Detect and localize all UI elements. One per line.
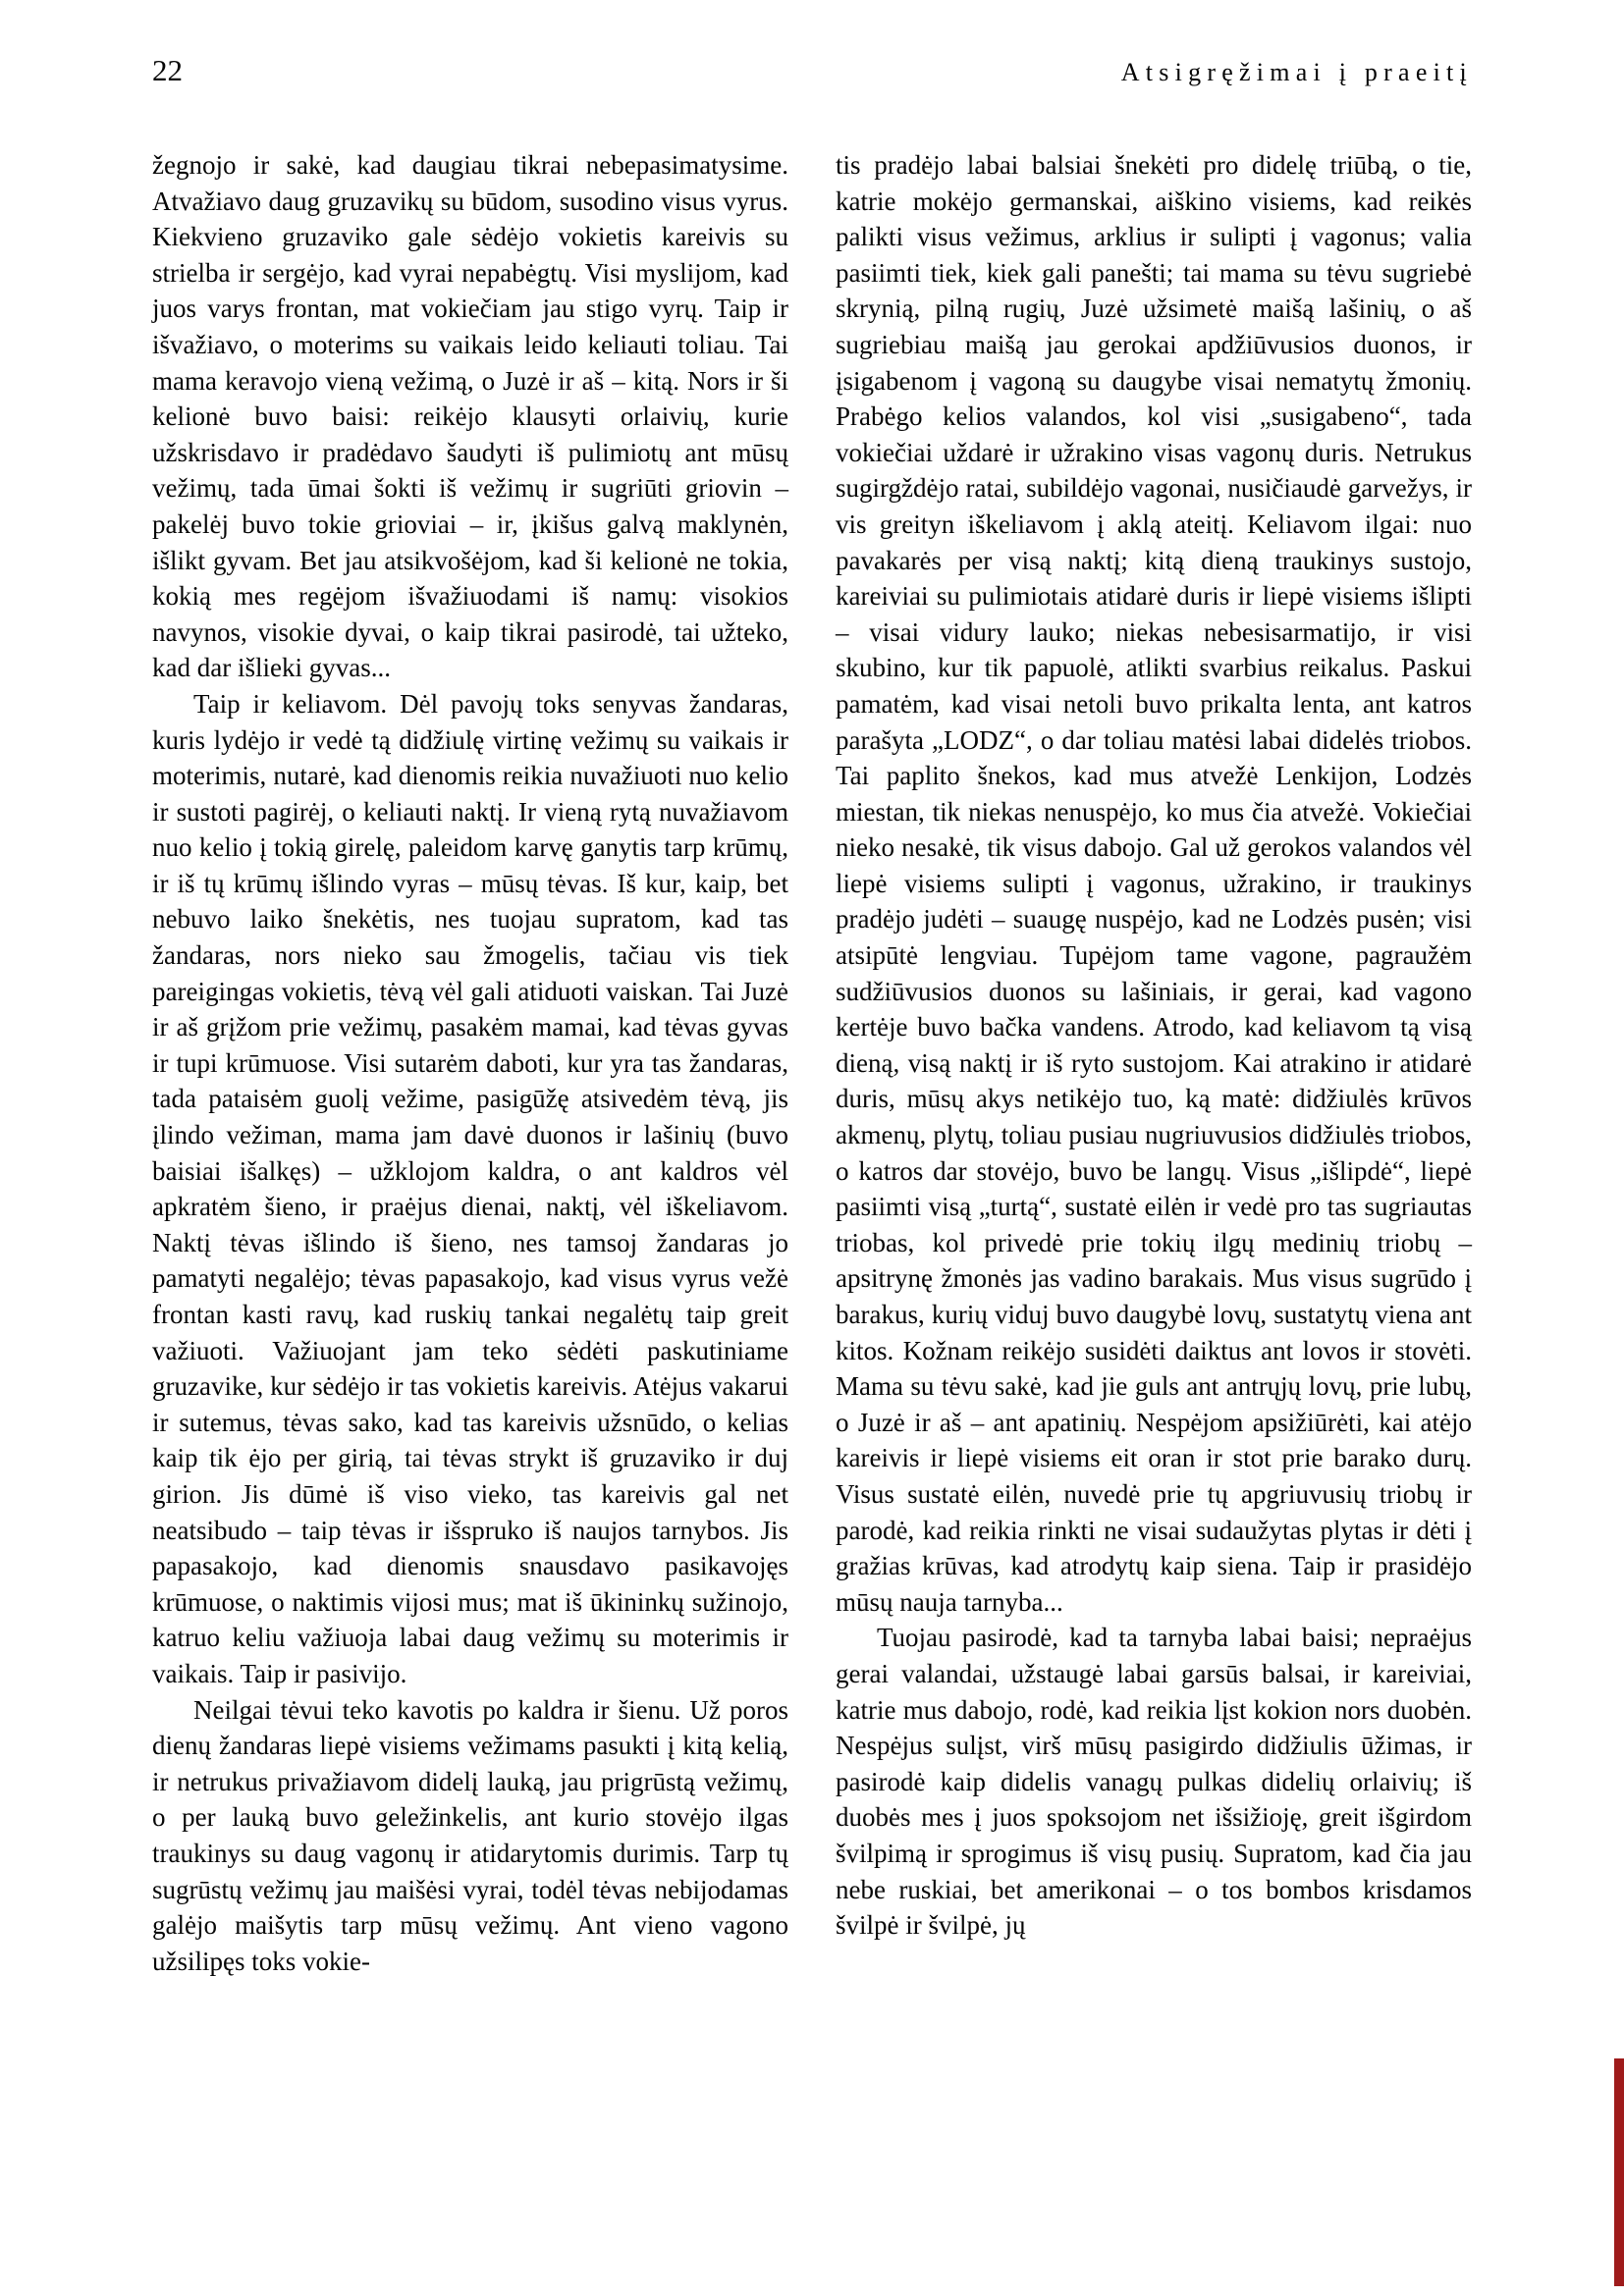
text-columns: [152, 147, 1473, 1979]
page-edge-marker: [1614, 2058, 1624, 2286]
paragraph: Taip ir keliavom. Dėl pavojų toks senyvas žandaras, kuris lydėjo ir vedė tą didžiulę virtinę vežimų su vaikais ir moterimis, nutarė, kad dienomis reikia nuvažiuoti nuo kelio ir sustoti pagirėj, o keliauti naktį. Ir vieną rytą nuvažiavom nuo kelio į tokią girelę, paleidom karvę ganytis tarp krūmų, ir iš tų krūmų išlindo vyras – mūsų tėvas. Iš kur, kaip, bet nebuvo laiko šnekėtis, nes tuojau supratom, kad tas žandaras, nors nieko sau žmogelis, tačiau vis tiek pareigingas vokietis, tėvą vėl gali atiduoti vaiskan. Tai Juzė ir aš grįžom prie vežimų, pasakėm mamai, kad tėvas gyvas ir tupi krūmuose. Visi sutarėm daboti, kur yra tas žandaras, tada pataisėm guolį vežime, pasigūžę atsivedėm tėvą, jis įlindo vežiman, mama jam davė duonos ir lašinių (buvo baisiai išalkęs) – užklojom kaldra, o ant kaldros vėl apkratėm šieno, ir praėjus dienai, naktį, vėl iškeliavom. Naktį tėvas išlindo iš šieno, nes tamsoj žandaras jo pamatyti negalėjo; tėvas papasakojo, kad visus vyrus vežė frontan kasti ravų, kad ruskių tankai negalėtų taip greit važiuoti. Važiuojant jam teko sėdėti paskutiniame gruzavike, kur sėdėjo ir tas vokietis kareivis. Atėjus vakarui ir sutemus, tėvas sako, kad tas kareivis užsnūdo, o kelias kaip tik ėjo per girią, tai tėvas strykt iš gruzaviko ir duj girion. Jis dūmė iš viso vieko, tas kareivis gal net neatsibudo – taip tėvas ir išspruko iš naujos tarnybos. Jis papasakojo, kad dienomis snausdavo pasikavojęs krūmuose, o naktimis vijosi mus; mat iš ūkininkų sužinojo, katruo keliu važiuoja labai daug vežimų su moterimis ir vaikais. Taip ir pasivijo.: [152, 688, 788, 1688]
running-head: Atsigręžimai į praeitį: [1120, 58, 1473, 86]
paragraph: žegnojo ir sakė, kad daugiau tikrai nebepasimatysime. Atvažiavo daug gruzavikų su būdom, susodino visus vyrus. Kiekvieno gruzaviko gale sėdėjo vokietis kareivis su strielba ir sergėjo, kad vyrai nepabėgtų. Visi myslijom, kad juos varys frontan, mat vokiečiam jau stigo vyrų. Taip ir išvažiavo, o moterims su vaikais leido keliauti toliau. Tai mama keravojo vieną vežimą, o Juzė ir aš – kitą. Nors ir ši kelionė buvo baisi: reikėjo klausyti orlaivių, kurie užskrisdavo ir pradėdavo šaudyti iš pulimiotų ant mūsų vežimų, tada ūmai šokti iš vežimų ir sugriūti griovin – pakelėj buvo tokie grioviai – ir, įkišus galvą maklynėn, išlikt gyvam. Bet jau atsikvošėjom, kad ši kelionė ne tokia, kokią mes regėjom išvažiuodami iš namų: visokios navynos, visokie dyvai, o kaip tikrai pasirodė, tai užteko, kad dar išlieki gyvas...: [152, 150, 788, 683]
paragraph: Tuojau pasirodė, kad ta tarnyba labai baisi; nepraėjus gerai valandai, užstaugė labai garsūs balsai, ir kareiviai, katrie mus dabojo, rodė, kad reikia lįst kokion nors duobėn. Nespėjus sulįst, virš mūsų pasigirdo didžiulis ūžimas, ir pasirodė kaip didelis vanagų pulkas didelių orlaivių; iš duobės mes į juos spoksojom net išsižioję, greit išgirdom švilpimą ir sprogimus iš visų pusių. Supratom, kad čia jau nebe ruskiai, bet amerikonai – o tos bombos krisdamos švilpė ir švilpė, jų: [836, 1623, 1472, 1941]
page-number: 22: [152, 53, 183, 87]
paragraph: Neilgai tėvui teko kavotis po kaldra ir šienu. Už poros dienų žandaras liepė visiems vežimams pasukti į kitą kelią, ir netrukus privažiavom didelį lauką, jau prigrūstą vežimų, o per lauką buvo geležinkelis, ant kurio stovėjo ilgas traukinys su daug vagonų ir atidarytomis durimis. Tarp tų sugrūstų vežimų jau maišėsi vyrai, todėl tėvas nebijodamas galėjo maišytis tarp mūsų vežimų. Ant vieno vagono užsilipęs toks vokie-: [152, 1694, 788, 1976]
text-column-right: [836, 147, 1472, 1979]
paragraph: tis pradėjo labai balsiai šnekėti pro didelę triūbą, o tie, katrie mokėjo germanskai, aiškino visiems, kad reikės palikti visus vežimus, arklius ir sulipti į vagonus; valia pasiimti tiek, kiek gali panešti; tai mama su tėvu sugriebė skrynią, pilną rugių, Juzė užsimetė maišą lašinių, o aš sugriebiau maišą jau gerokai apdžiūvusios duonos, ir įsigabenom į vagoną su daugybe visai nematytų žmonių. Prabėgo kelios valandos, kol visi „susigabeno“, tada vokiečiai uždarė ir užrakino visas vagonų duris. Netrukus sugirgždėjo ratai, subildėjo vagonai, nusičiaudė garvežys, ir vis greityn iškeliavom į aklą ateitį. Keliavom ilgai: nuo pavakarės per visą naktį; kitą dieną traukinys sustojo, kareiviai su pulimiotais atidarė duris ir liepė visiems išlipti – visai vidury lauko; niekas nebesisarmatijo, ir visi skubino, kur tik papuolė, atlikti svarbius reikalus. Paskui pamatėm, kad visai netoli buvo prikalta lenta, ant katros parašyta „LODZ“, o dar toliau matėsi labai didelės triobos. Tai paplito šnekos, kad mus atvežė Lenkijon, Lodzės miestan, tik niekas nenuspėjo, ko mus čia atvežė. Vokiečiai nieko nesakė, tik visus dabojo. Gal už gerokos valandos vėl liepė visiems sulipti į vagonus, užrakino, ir traukinys pradėjo judėti – suaugę nuspėjo, kad ne Lodzės pusėn; visi atsipūtė lengviau. Tupėjom tame vagone, pagraužėm sudžiūvusios duonos su lašiniais, ir gerai, kad vagono kertėje buvo bačka vandens. Atrodo, kad keliavom tą visą dieną, visą naktį ir iš ryto sustojom. Kai atrakino ir atidarė duris, mūsų akys netikėjo tuo, ką matė: didžiulės krūvos akmenų, plytų, toliau pusiau nugriuvusios didžiulės triobos, o katros dar stovėjo, buvo be langų. Visus „išlipdė“, liepė pasiimti visą „turtą“, sustatė eilėn ir vedė pro tas sugriautas triobas, kol privedė prie tokių ilgų medinių triobų – apsitrynę žmonės jas vadino barakais. Mus visus sugrūdo į barakus, kurių viduj buvo daugybė lovų, sustatytų viena ant kitos. Kožnam reikėjo susidėti daiktus ant lovos ir stovėti. Mama su tėvu sakė, kad jie guls ant antrųjų lovų, prie lubų, o Juzė ir aš – ant apatinių. Nespėjom apsižiūrėti, kai atėjo kareivis ir liepė visiems eit oran ir stot prie barako durų. Visus sustatė eilėn, nuvedė prie tų apgriuvusių triobų ir parodė, kad reikia rinkti ne visai sudaužytas plytas ir dėti į gražias krūvas, kad atrodytų kaip siena. Taip ir prasidėjo mūsų nauja tarnyba...: [836, 150, 1472, 1617]
text-column-left: [152, 147, 788, 1979]
